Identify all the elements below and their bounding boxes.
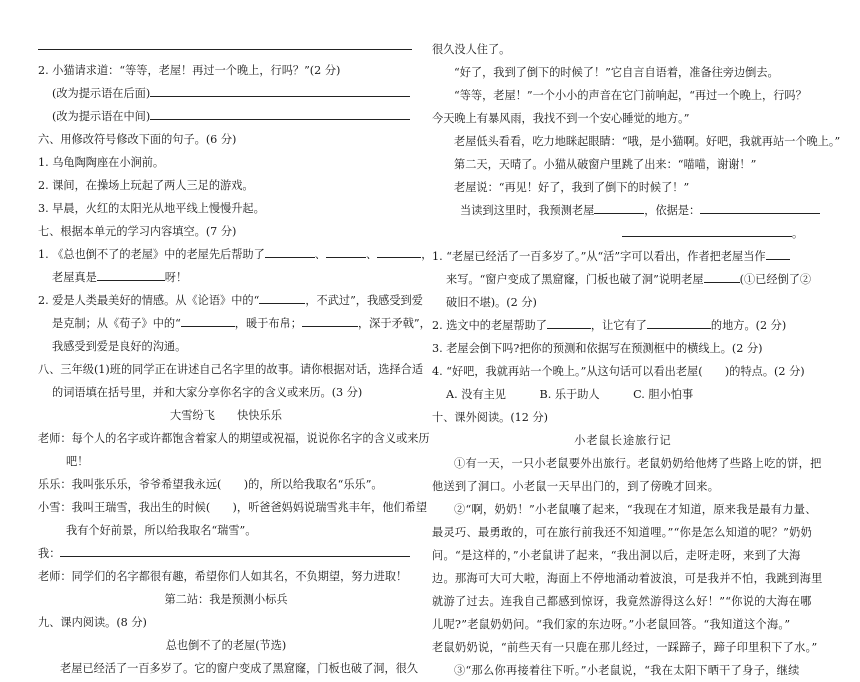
question-line: 来写。“窗户变成了黑窟窿，门板也破了洞”说明老屋 (①已经倒了② — [432, 268, 814, 291]
question-line: 破旧不堪)。(2 分) — [446, 296, 537, 309]
blank[interactable] — [377, 245, 421, 258]
blank[interactable] — [766, 247, 790, 260]
question-line: 2. 课间，在操场上玩起了两人三足的游戏。 — [38, 179, 254, 192]
prediction-box-line: 。 — [432, 222, 814, 245]
dialogue-line: 老师：每个人的名字或许都饱含着家人的期望或祝福，说说你名字的含义或来历 — [38, 432, 430, 445]
passage-line: 很久没人住了。 — [432, 43, 511, 56]
question-line: 老屋真是 呀！ — [38, 266, 414, 289]
passage-line: “等等，老屋！”一个小小的声音在它门前响起，“再过一个晚上，行吗？ — [454, 89, 807, 102]
passage-line: 边。那海可大可大啦，海面上不停地涌动着波浪，可是我并不怕，我跳到海里 — [432, 572, 823, 585]
passage-line: 今天晚上有暴风雨，我找不到一个安心睡觉的地方。” — [432, 112, 690, 125]
question-line: 是克制；从《荀子》中的“ ，暖于布帛； ，深于矛戟”， — [38, 312, 414, 335]
passage-line: 第二天，天晴了。小猫从破窗户里跳了出来：“喵喵，谢谢！” — [454, 158, 757, 171]
blank[interactable] — [647, 316, 711, 329]
blank[interactable] — [259, 291, 305, 304]
dialogue-line: 乐乐：我叫张乐乐，爷爷希望我永远( )的，所以给我取名“乐乐”。 — [38, 478, 383, 491]
passage-line: ①有一天，一只小老鼠要外出旅行。老鼠奶奶给他烤了些路上吃的饼，把 — [454, 457, 822, 470]
answer-line[interactable] — [38, 36, 412, 50]
section-heading: 九、课内阅读。(8 分) — [38, 616, 147, 629]
passage-line: 就游了过去。连我自己都感到惊讶，我竟然游得这么好！”“你说的大海在哪 — [432, 595, 812, 608]
passage-line: 最灵巧、最勇敢的，可在旅行前我还不知道哩。”“你是怎么知道的呢？”奶奶 — [432, 526, 813, 539]
section-heading: 八、三年级(1)班的同学正在讲述自己名字里的故事。请你根据对话，选择合适 — [38, 363, 424, 376]
blank[interactable] — [704, 270, 740, 283]
blank[interactable] — [97, 268, 165, 281]
question-line: (改为提示语在后面) — [38, 82, 414, 105]
blank[interactable] — [547, 316, 591, 329]
section-heading: 十、课外阅读。(12 分) — [432, 411, 549, 424]
passage-line: 老屋已经活了一百多岁了。它的窗户变成了黑窟窿，门板也破了洞，很久 — [60, 662, 419, 675]
left-column — [38, 36, 433, 680]
dialogue-line: 我有个好前景，所以给我取名“瑞雪”。 — [66, 524, 257, 537]
blank[interactable] — [594, 201, 644, 214]
question-line: 我感受到爱是良好的沟通。 — [52, 340, 187, 353]
dialogue-line: 小雪：我叫王瑞雪，我出生的时候( )，听爸爸妈妈说瑞雪兆丰年，他们希望 — [38, 501, 428, 514]
right-column — [432, 38, 841, 682]
section-heading: 七、根据本单元的学习内容填空。(7 分) — [38, 225, 237, 238]
question-line: 3. 老屋会倒下吗?把你的预测和依据写在预测框中的横线上。(2 分) — [432, 342, 763, 355]
answer-line[interactable] — [150, 84, 410, 97]
question-line: 2. 选文中的老屋帮助了 ，让它有了 的地方。(2 分) — [432, 314, 814, 337]
dialogue-line: 我： — [38, 542, 414, 565]
answer-line[interactable] — [150, 107, 410, 120]
choice-options[interactable]: A. 没有主见 B. 乐于助人 C. 胆小怕事 — [446, 388, 694, 401]
passage-line: “好了，我到了倒下的时候了！”它自言自语着，准备往旁边倒去。 — [454, 66, 779, 79]
passage-line: 老屋低头看看，吃力地眯起眼睛：“哦，是小猫啊。好吧，我就再站一个晚上。” — [454, 135, 841, 148]
question-line: 1. 《总也倒不了的老屋》中的老屋先后帮助了 、 、 ， — [38, 243, 414, 266]
passage-line: 老鼠奶奶说，“前些天有一只鹿在那儿经过，一踩蹄子，蹄子印里积下了水。” — [432, 641, 818, 654]
passage-title: 小老鼠长途旅行记 — [574, 434, 672, 447]
question-line: 2. 小猫请求道：“等等，老屋！再过一个晚上，行吗？”(2 分) — [38, 64, 341, 77]
question-line: 的词语填在括号里，并和大家分享你名字的含义或来历。(3 分) — [52, 386, 363, 399]
blank[interactable] — [302, 314, 358, 327]
blank[interactable] — [265, 245, 315, 258]
answer-line[interactable] — [622, 224, 792, 237]
passage-line: ③“那么你再接着往下听。”小老鼠说，“我在太阳下晒干了身子，继续 — [454, 664, 800, 677]
dialogue-line: 老师：同学们的名字都很有趣，希望你们人如其名，不负期望，努力进取！ — [38, 570, 408, 583]
dialogue-line: 吧！ — [66, 455, 89, 468]
question-line: 2. 爱是人类最美好的情感。从《论语》中的“ ，不武过”，我感受到爱 — [38, 289, 414, 312]
station-title: 第二站：我是预测小标兵 — [164, 593, 288, 606]
passage-line: 老屋说：“再见！好了，我到了倒下的时候了！” — [454, 181, 690, 194]
passage-title: 总也倒不了的老屋(节选) — [165, 639, 287, 652]
section-heading: 六、用修改符号修改下面的句子。(6 分) — [38, 133, 237, 146]
blank[interactable] — [181, 314, 235, 327]
blank[interactable] — [326, 245, 366, 258]
passage-line: 他送到了洞口。小老鼠一天早出门的，到了傍晚才回来。 — [432, 480, 720, 493]
blank[interactable] — [700, 201, 820, 214]
passage-line: 儿呢?”老鼠奶奶问。“我们家的东边呀。”小老鼠回答。“我知道这个海。” — [432, 618, 791, 631]
question-line: 1. 乌龟陶陶座在小涧前。 — [38, 156, 165, 169]
word-options: 大雪纷飞 快快乐乐 — [170, 409, 282, 422]
question-line: 4. “好吧，我就再站一个晚上。”从这句话可以看出老屋( )的特点。(2 分) — [432, 365, 805, 378]
passage-line: ②“啊，奶奶！”小老鼠嚷了起来，“我现在才知道，原来我是最有力量、 — [454, 503, 817, 516]
question-line: (改为提示语在中间) — [38, 105, 414, 128]
question-line: 3. 早晨，火红的太阳光从地平线上慢慢升起。 — [38, 202, 265, 215]
question-line: 1. “老屋已经活了一百多岁了。”从“活”字可以看出，作者把老屋当作 — [432, 245, 814, 268]
prediction-box-line: 当读到这里时，我预测老屋 ，依据是： — [432, 199, 814, 222]
passage-line: 问。“是这样的，”小老鼠讲了起来，“我出洞以后，走呀走呀，来到了大海 — [432, 549, 801, 562]
answer-line[interactable] — [60, 544, 410, 557]
